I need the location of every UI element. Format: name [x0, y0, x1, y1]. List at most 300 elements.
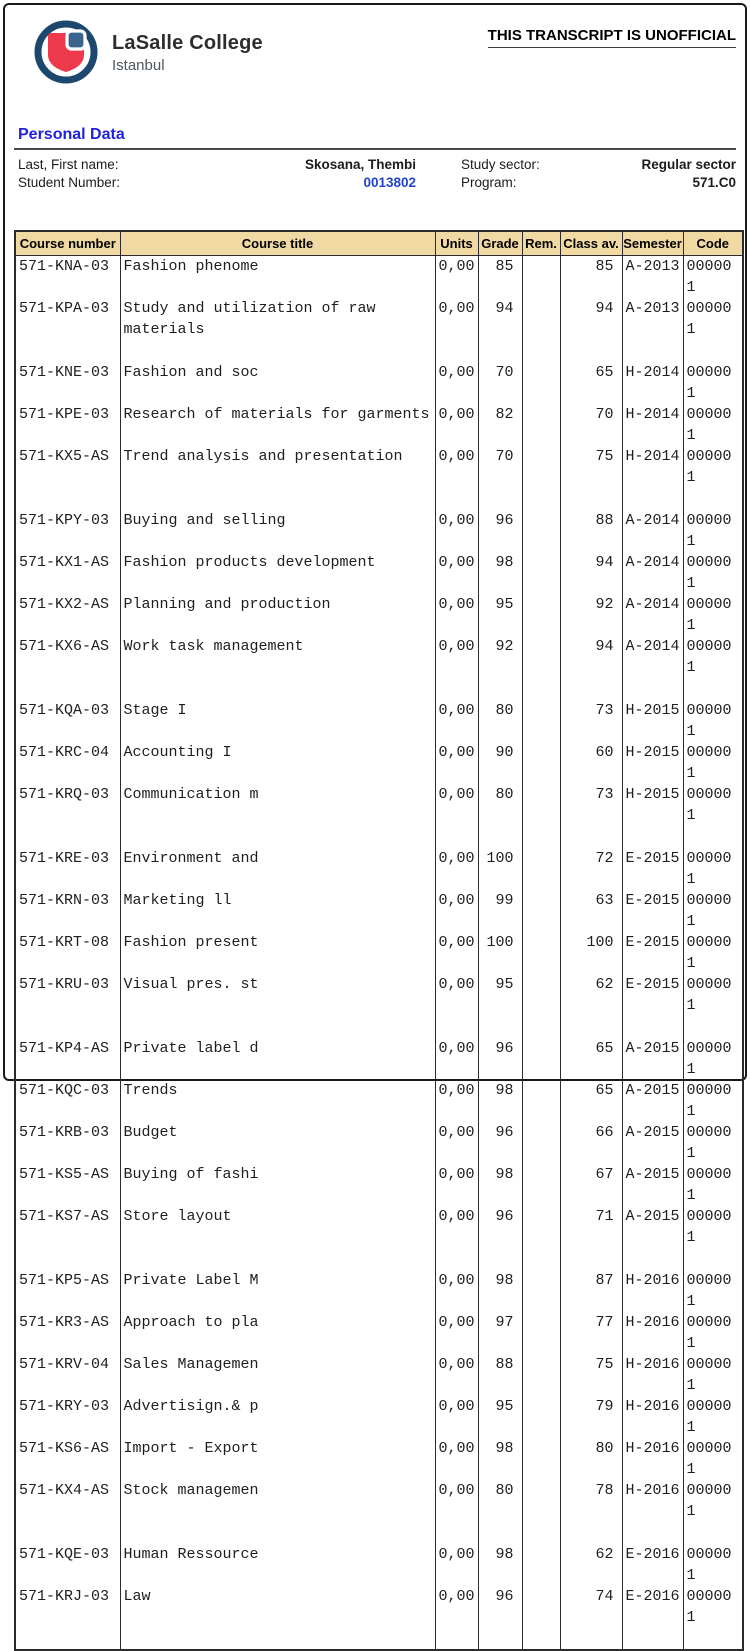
course-semester: E-2015 — [622, 848, 683, 890]
course-semester: A-2015 — [622, 1122, 683, 1164]
course-grade: 100 — [478, 848, 522, 890]
course-class-av: 100 — [560, 932, 622, 974]
spacer-cell — [622, 1248, 683, 1270]
spacer-row — [15, 340, 743, 362]
course-semester: A-2015 — [622, 1206, 683, 1248]
course-title: Fashion products development — [120, 552, 435, 594]
course-number: 571-KS6-AS — [15, 1438, 120, 1480]
course-title: Planning and production — [120, 594, 435, 636]
course-rem — [522, 510, 560, 552]
course-row — [15, 1122, 743, 1164]
course-semester: H-2014 — [622, 404, 683, 446]
course-number: 571-KP4-AS — [15, 1038, 120, 1080]
spacer-cell — [522, 1248, 560, 1270]
course-title: Law — [120, 1586, 435, 1628]
spacer-cell — [622, 1522, 683, 1544]
spacer-cell — [683, 1248, 743, 1270]
course-grade: 98 — [478, 1270, 522, 1312]
course-row — [15, 636, 743, 678]
course-number: 571-KPE-03 — [15, 404, 120, 446]
course-grade: 94 — [478, 298, 522, 340]
spacer-cell — [622, 678, 683, 700]
course-class-av: 77 — [560, 1312, 622, 1354]
spacer-cell — [15, 678, 120, 700]
course-code: 000001 — [683, 1270, 743, 1312]
course-row — [15, 700, 743, 742]
spacer-cell — [522, 488, 560, 510]
spacer-cell — [120, 826, 435, 848]
course-code: 000001 — [683, 848, 743, 890]
course-row — [15, 742, 743, 784]
course-code: 000001 — [683, 700, 743, 742]
course-grade: 96 — [478, 1038, 522, 1080]
course-semester: A-2013 — [622, 256, 683, 299]
personal-data-row-1 — [14, 156, 736, 174]
course-class-av: 63 — [560, 890, 622, 932]
course-class-av: 74 — [560, 1586, 622, 1628]
course-code: 000001 — [683, 446, 743, 488]
course-row — [15, 1038, 743, 1080]
course-title: Fashion phenome — [120, 256, 435, 299]
spacer-cell — [120, 1248, 435, 1270]
course-number: 571-KX4-AS — [15, 1480, 120, 1522]
course-class-av: 94 — [560, 636, 622, 678]
spacer-cell — [560, 488, 622, 510]
column-header: Grade — [478, 231, 522, 256]
course-class-av: 80 — [560, 1438, 622, 1480]
course-grade: 82 — [478, 404, 522, 446]
course-rem — [522, 700, 560, 742]
college-name: LaSalle College — [112, 32, 263, 54]
course-number: 571-KX6-AS — [15, 636, 120, 678]
spacer-cell — [522, 1016, 560, 1038]
course-code: 000001 — [683, 1586, 743, 1628]
course-rem — [522, 1480, 560, 1522]
course-grade: 95 — [478, 594, 522, 636]
course-class-av: 71 — [560, 1206, 622, 1248]
course-class-av: 65 — [560, 362, 622, 404]
course-row — [15, 1270, 743, 1312]
course-title: Sales Managemen — [120, 1354, 435, 1396]
spacer-cell — [683, 340, 743, 362]
course-number: 571-KNA-03 — [15, 256, 120, 299]
spacer-cell — [435, 678, 478, 700]
course-title: Private Label M — [120, 1270, 435, 1312]
course-row — [15, 1438, 743, 1480]
spacer-cell — [560, 1248, 622, 1270]
course-units: 0,00 — [435, 446, 478, 488]
course-units: 0,00 — [435, 1080, 478, 1122]
course-row — [15, 890, 743, 932]
course-code: 000001 — [683, 784, 743, 826]
spacer-cell — [478, 678, 522, 700]
course-units: 0,00 — [435, 1480, 478, 1522]
course-rem — [522, 552, 560, 594]
course-title: Store layout — [120, 1206, 435, 1248]
spacer-cell — [683, 1522, 743, 1544]
transcript-page — [3, 3, 747, 1626]
course-rem — [522, 1038, 560, 1080]
course-rem — [522, 1270, 560, 1312]
course-row — [15, 1544, 743, 1586]
course-semester: E-2015 — [622, 974, 683, 1016]
course-semester: H-2016 — [622, 1312, 683, 1354]
course-class-av: 78 — [560, 1480, 622, 1522]
course-rem — [522, 890, 560, 932]
course-code: 000001 — [683, 510, 743, 552]
spacer-cell — [622, 826, 683, 848]
column-header: Course number — [15, 231, 120, 256]
course-class-av: 60 — [560, 742, 622, 784]
spacer-cell — [120, 1628, 435, 1650]
course-units: 0,00 — [435, 510, 478, 552]
course-number: 571-KRQ-03 — [15, 784, 120, 826]
course-title: Stock managemen — [120, 1480, 435, 1522]
course-class-av: 65 — [560, 1038, 622, 1080]
spacer-cell — [478, 1522, 522, 1544]
spacer-row — [15, 1016, 743, 1038]
course-title: Environment and — [120, 848, 435, 890]
spacer-cell — [622, 488, 683, 510]
course-row — [15, 404, 743, 446]
course-grade: 99 — [478, 890, 522, 932]
course-row — [15, 1206, 743, 1248]
course-grade: 96 — [478, 510, 522, 552]
course-units: 0,00 — [435, 1586, 478, 1628]
course-class-av: 88 — [560, 510, 622, 552]
course-grade: 97 — [478, 1312, 522, 1354]
course-title: Buying and selling — [120, 510, 435, 552]
course-code: 000001 — [683, 1396, 743, 1438]
course-semester: E-2016 — [622, 1544, 683, 1586]
spacer-cell — [15, 1248, 120, 1270]
course-code: 000001 — [683, 974, 743, 1016]
course-class-av: 87 — [560, 1270, 622, 1312]
course-semester: E-2015 — [622, 890, 683, 932]
course-semester: A-2014 — [622, 594, 683, 636]
spacer-cell — [435, 826, 478, 848]
course-number: 571-KX2-AS — [15, 594, 120, 636]
spacer-cell — [560, 826, 622, 848]
course-code: 000001 — [683, 1438, 743, 1480]
spacer-cell — [435, 340, 478, 362]
study-sector-label: Study sector: — [461, 157, 540, 172]
course-title: Trend analysis and presentation — [120, 446, 435, 488]
course-units: 0,00 — [435, 890, 478, 932]
course-code: 000001 — [683, 256, 743, 299]
column-header: Rem. — [522, 231, 560, 256]
course-class-av: 94 — [560, 552, 622, 594]
course-class-av: 75 — [560, 446, 622, 488]
spacer-cell — [622, 1016, 683, 1038]
spacer-cell — [120, 678, 435, 700]
course-rem — [522, 742, 560, 784]
spacer-cell — [15, 826, 120, 848]
course-number: 571-KS5-AS — [15, 1164, 120, 1206]
course-rem — [522, 636, 560, 678]
course-class-av: 70 — [560, 404, 622, 446]
course-title: Marketing ll — [120, 890, 435, 932]
course-grade: 70 — [478, 446, 522, 488]
course-code: 000001 — [683, 1312, 743, 1354]
course-rem — [522, 1206, 560, 1248]
course-grade: 98 — [478, 1164, 522, 1206]
course-code: 000001 — [683, 404, 743, 446]
course-semester: H-2016 — [622, 1354, 683, 1396]
program-label: Program: — [461, 175, 517, 190]
course-semester: H-2015 — [622, 742, 683, 784]
column-header: Code — [683, 231, 743, 256]
name-value: Skosana, Thembi — [304, 157, 416, 172]
spacer-cell — [120, 340, 435, 362]
course-number: 571-KRB-03 — [15, 1122, 120, 1164]
course-semester: E-2016 — [622, 1586, 683, 1628]
spacer-cell — [522, 678, 560, 700]
course-title: Fashion present — [120, 932, 435, 974]
course-number: 571-KPA-03 — [15, 298, 120, 340]
course-code: 000001 — [683, 362, 743, 404]
page-header — [14, 20, 736, 112]
course-title: Approach to pla — [120, 1312, 435, 1354]
spacer-cell — [683, 1016, 743, 1038]
course-units: 0,00 — [435, 1122, 478, 1164]
course-code: 000001 — [683, 1122, 743, 1164]
course-row — [15, 1396, 743, 1438]
course-semester: H-2015 — [622, 784, 683, 826]
spacer-cell — [560, 678, 622, 700]
course-semester: H-2014 — [622, 362, 683, 404]
spacer-cell — [560, 1522, 622, 1544]
course-grade: 96 — [478, 1206, 522, 1248]
course-semester: A-2015 — [622, 1080, 683, 1122]
spacer-row — [15, 1628, 743, 1650]
spacer-cell — [622, 1628, 683, 1650]
course-rem — [522, 932, 560, 974]
course-grade: 70 — [478, 362, 522, 404]
personal-data-row-2 — [14, 174, 736, 192]
course-units: 0,00 — [435, 742, 478, 784]
spacer-cell — [478, 340, 522, 362]
spacer-cell — [683, 488, 743, 510]
spacer-cell — [120, 488, 435, 510]
spacer-cell — [683, 678, 743, 700]
course-grade: 95 — [478, 974, 522, 1016]
student-number-value: 0013802 — [363, 175, 416, 190]
spacer-cell — [683, 1628, 743, 1650]
spacer-cell — [478, 1248, 522, 1270]
course-number: 571-KRY-03 — [15, 1396, 120, 1438]
course-rem — [522, 1586, 560, 1628]
course-rem — [522, 446, 560, 488]
course-grade: 98 — [478, 552, 522, 594]
course-rem — [522, 1080, 560, 1122]
spacer-cell — [15, 1628, 120, 1650]
course-rem — [522, 594, 560, 636]
course-units: 0,00 — [435, 1544, 478, 1586]
course-code: 000001 — [683, 1544, 743, 1586]
course-row — [15, 446, 743, 488]
course-rem — [522, 298, 560, 340]
course-semester: A-2015 — [622, 1164, 683, 1206]
course-row — [15, 932, 743, 974]
course-title: Buying of fashi — [120, 1164, 435, 1206]
name-label: Last, First name: — [18, 157, 119, 172]
course-class-av: 73 — [560, 700, 622, 742]
course-class-av: 67 — [560, 1164, 622, 1206]
course-row — [15, 362, 743, 404]
spacer-cell — [478, 1628, 522, 1650]
course-number: 571-KPY-03 — [15, 510, 120, 552]
spacer-cell — [560, 1016, 622, 1038]
course-number: 571-KRT-08 — [15, 932, 120, 974]
course-grade: 92 — [478, 636, 522, 678]
course-title: Fashion and soc — [120, 362, 435, 404]
course-number: 571-KRN-03 — [15, 890, 120, 932]
spacer-cell — [435, 1628, 478, 1650]
course-code: 000001 — [683, 742, 743, 784]
course-class-av: 72 — [560, 848, 622, 890]
course-code: 000001 — [683, 552, 743, 594]
program-value: 571.C0 — [692, 175, 736, 190]
course-grade: 85 — [478, 256, 522, 299]
spacer-row — [15, 1522, 743, 1544]
course-units: 0,00 — [435, 636, 478, 678]
column-header: Class av. — [560, 231, 622, 256]
course-number: 571-KRV-04 — [15, 1354, 120, 1396]
course-units: 0,00 — [435, 784, 478, 826]
spacer-cell — [478, 1016, 522, 1038]
spacer-cell — [435, 488, 478, 510]
course-semester: H-2014 — [622, 446, 683, 488]
course-units: 0,00 — [435, 700, 478, 742]
spacer-cell — [622, 340, 683, 362]
course-semester: H-2015 — [622, 700, 683, 742]
course-code: 000001 — [683, 1164, 743, 1206]
course-number: 571-KQA-03 — [15, 700, 120, 742]
college-campus: Istanbul — [112, 57, 165, 74]
course-rem — [522, 1544, 560, 1586]
personal-data-title: Personal Data — [18, 126, 125, 143]
spacer-cell — [478, 826, 522, 848]
course-class-av: 73 — [560, 784, 622, 826]
course-semester: A-2015 — [622, 1038, 683, 1080]
course-class-av: 62 — [560, 974, 622, 1016]
course-code: 000001 — [683, 636, 743, 678]
course-code: 000001 — [683, 1480, 743, 1522]
spacer-cell — [522, 340, 560, 362]
course-units: 0,00 — [435, 974, 478, 1016]
course-title: Work task management — [120, 636, 435, 678]
column-header: Semester — [622, 231, 683, 256]
course-row — [15, 848, 743, 890]
course-semester: H-2016 — [622, 1396, 683, 1438]
spacer-cell — [15, 488, 120, 510]
course-units: 0,00 — [435, 256, 478, 299]
course-semester: H-2016 — [622, 1270, 683, 1312]
college-logo — [14, 20, 263, 84]
course-title: Import - Export — [120, 1438, 435, 1480]
course-number: 571-KS7-AS — [15, 1206, 120, 1248]
spacer-cell — [15, 340, 120, 362]
course-row — [15, 974, 743, 1016]
course-semester: A-2013 — [622, 298, 683, 340]
courses-table-header-row — [15, 231, 743, 256]
course-row — [15, 1586, 743, 1628]
spacer-cell — [120, 1016, 435, 1038]
course-number: 571-KQC-03 — [15, 1080, 120, 1122]
course-grade: 98 — [478, 1544, 522, 1586]
spacer-row — [15, 488, 743, 510]
course-rem — [522, 848, 560, 890]
course-grade: 88 — [478, 1354, 522, 1396]
course-row — [15, 298, 743, 340]
course-title: Accounting I — [120, 742, 435, 784]
course-title: Human Ressource — [120, 1544, 435, 1586]
course-code: 000001 — [683, 932, 743, 974]
course-grade: 90 — [478, 742, 522, 784]
course-units: 0,00 — [435, 932, 478, 974]
course-units: 0,00 — [435, 1164, 478, 1206]
course-number: 571-KRJ-03 — [15, 1586, 120, 1628]
spacer-cell — [522, 1628, 560, 1650]
course-semester: E-2015 — [622, 932, 683, 974]
course-number: 571-KP5-AS — [15, 1270, 120, 1312]
spacer-cell — [15, 1522, 120, 1544]
course-rem — [522, 362, 560, 404]
course-code: 000001 — [683, 1038, 743, 1080]
courses-table-body — [15, 256, 743, 1651]
course-semester: A-2014 — [622, 636, 683, 678]
study-sector-value: Regular sector — [641, 157, 736, 172]
course-number: 571-KRU-03 — [15, 974, 120, 1016]
spacer-cell — [120, 1522, 435, 1544]
course-units: 0,00 — [435, 1396, 478, 1438]
course-rem — [522, 1438, 560, 1480]
course-row — [15, 552, 743, 594]
course-number: 571-KX5-AS — [15, 446, 120, 488]
course-units: 0,00 — [435, 1354, 478, 1396]
spacer-row — [15, 678, 743, 700]
course-row — [15, 1312, 743, 1354]
course-code: 000001 — [683, 594, 743, 636]
course-class-av: 85 — [560, 256, 622, 299]
course-rem — [522, 256, 560, 299]
course-class-av: 92 — [560, 594, 622, 636]
course-row — [15, 256, 743, 299]
course-units: 0,00 — [435, 848, 478, 890]
course-semester: H-2016 — [622, 1480, 683, 1522]
student-number-label: Student Number: — [18, 175, 121, 190]
course-rem — [522, 1396, 560, 1438]
college-crest-icon — [34, 20, 98, 84]
course-rem — [522, 784, 560, 826]
course-number: 571-KQE-03 — [15, 1544, 120, 1586]
course-units: 0,00 — [435, 1438, 478, 1480]
spacer-cell — [683, 826, 743, 848]
course-title: Advertisign.& p — [120, 1396, 435, 1438]
course-grade: 80 — [478, 784, 522, 826]
spacer-cell — [560, 340, 622, 362]
course-title: Visual pres. st — [120, 974, 435, 1016]
course-code: 000001 — [683, 1354, 743, 1396]
course-row — [15, 1354, 743, 1396]
spacer-cell — [15, 1016, 120, 1038]
course-rem — [522, 1312, 560, 1354]
spacer-row — [15, 826, 743, 848]
course-title: Study and utilization of raw materials — [120, 298, 435, 340]
course-row — [15, 594, 743, 636]
college-name-block — [112, 20, 263, 74]
